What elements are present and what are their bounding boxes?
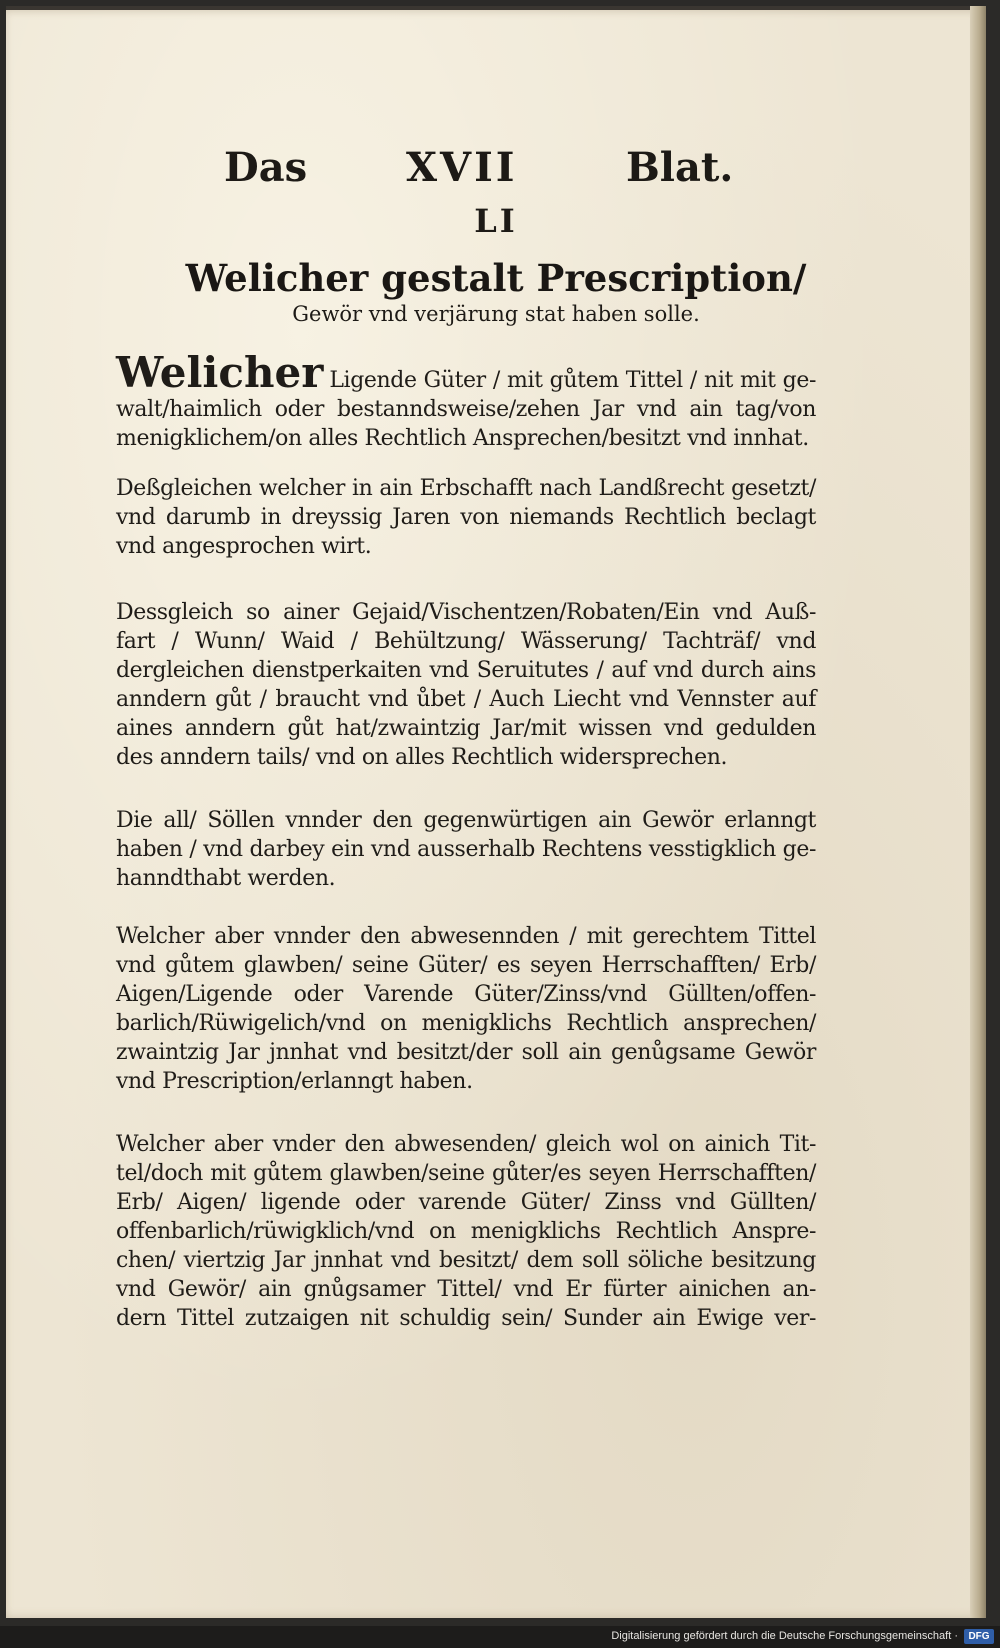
paragraph-line: Die all/ Söllen vnnder den gegenwürtigen ain Gewör erlanngt [116, 808, 816, 833]
paragraph-line: aines anndern gůt hat/zwaintzig Jar/mit wissen vnd gedulden [116, 716, 816, 741]
running-headline [206, 144, 746, 194]
paragraph-line: tel/doch mit gůtem glawben/seine gůter/es seyen Herrschafften/ [116, 1161, 816, 1186]
paragraph-line: vnd darumb in dreyssig Jaren von niemands Rechtlich beclagt [116, 505, 816, 530]
paragraph-1 [116, 348, 816, 453]
paragraph-line: hanndthabt werden. [116, 866, 336, 891]
chapter-title: Welicher gestalt Prescription/ [185, 256, 807, 300]
paragraph-line: Welcher aber vnnder den abwesennden / mit gerechtem Tittel [116, 924, 816, 949]
headline-left: Das [224, 144, 308, 191]
paragraph-line: zwaintzig Jar jnnhat vnd besitzt/der soll ain genůgsame Gewör [116, 1040, 816, 1065]
paragraph-line: barlich/Rüwigelich/vnd on menigklichs Rechtlich ansprechen/ [116, 1011, 816, 1036]
page-fore-edge [970, 6, 986, 1618]
paragraph-line: dern Tittel zutzaigen nit schuldig sein/ Sunder ain Ewige ver- [116, 1306, 816, 1331]
paragraph-2 [116, 474, 816, 561]
book-page [6, 6, 986, 1618]
paragraph-line: fart / Wunn/ Waid / Behültzung/ Wässerung/ Tachträf/ vnd [116, 629, 816, 654]
headline-right: Blat. [626, 144, 734, 191]
paragraph-line: offenbarlich/rüwigklich/vnd on menigklichs Rechtlich Anspre- [116, 1219, 816, 1244]
footer-credit: Digitalisierung gefördert durch die Deutsche Forschungsgemeinschaft · [611, 1630, 958, 1642]
page-top-edge [6, 6, 986, 10]
chapter-number: LI [474, 202, 518, 240]
paragraph-line: des anndern tails/ vnd on alles Rechtlich widersprechen. [116, 745, 728, 770]
paragraph-line: vnd Gewör/ ain gnůgsamer Tittel/ vnd Er fürter ainichen an- [116, 1277, 816, 1302]
paragraph-line: haben / vnd darbey ein vnd ausserhalb Rechtens vesstigklich ge- [116, 837, 816, 862]
paragraph-line: Welcher aber vnder den abwesenden/ gleich wol on ainich Tit- [116, 1132, 816, 1157]
footer-bar [0, 1626, 1000, 1648]
paragraph-line: Aigen/Ligende oder Varende Güter/Zinss/vnd Güllten/offen- [116, 982, 816, 1007]
paragraph-line: dergleichen dienstperkaiten vnd Seruitutes / auf vnd durch ains [116, 658, 816, 683]
paragraph-line: Deßgleichen welcher in ain Erbschafft nach Landßrecht gesetzt/ [116, 476, 816, 501]
paragraph-3 [116, 598, 816, 772]
initial-word: Welicher [116, 348, 324, 397]
paragraph-line [116, 348, 816, 397]
paragraph-line: anndern gůt / braucht vnd ůbet / Auch Liecht vnd Vennster auf [116, 687, 816, 712]
chapter-subtitle: Gewör vnd verjärung stat haben solle. [292, 302, 700, 326]
paragraph-4 [116, 806, 816, 893]
paragraph-line: chen/ viertzig Jar jnnhat vnd besitzt/ dem soll söliche besitzung [116, 1248, 816, 1273]
paragraph-line: vnd angesprochen wirt. [116, 534, 372, 559]
headline-folio-number: XVII [406, 144, 518, 191]
paragraph-line: walt/haimlich oder bestanndsweise/zehen Jar vnd ain tag/von [116, 397, 816, 422]
dfg-logo: DFG [964, 1629, 994, 1644]
paragraph-line: menigklichem/on alles Rechtlich Ansprechen/besitzt vnd innhat. [116, 426, 809, 451]
line-text: Ligende Güter / mit gůtem Tittel / nit mit ge- [329, 368, 816, 393]
paragraph-6 [116, 1130, 816, 1333]
paragraph-line: vnd gůtem glawben/ seine Güter/ es seyen Herrschafften/ Erb/ [116, 953, 816, 978]
paragraph-line: vnd Prescription/erlanngt haben. [116, 1069, 473, 1094]
paragraph-line: Erb/ Aigen/ ligende oder varende Güter/ Zinss vnd Güllten/ [116, 1190, 816, 1215]
paragraph-5 [116, 922, 816, 1096]
paragraph-line: Dessgleich so ainer Gejaid/Vischentzen/Robaten/Ein vnd Auß- [116, 600, 816, 625]
